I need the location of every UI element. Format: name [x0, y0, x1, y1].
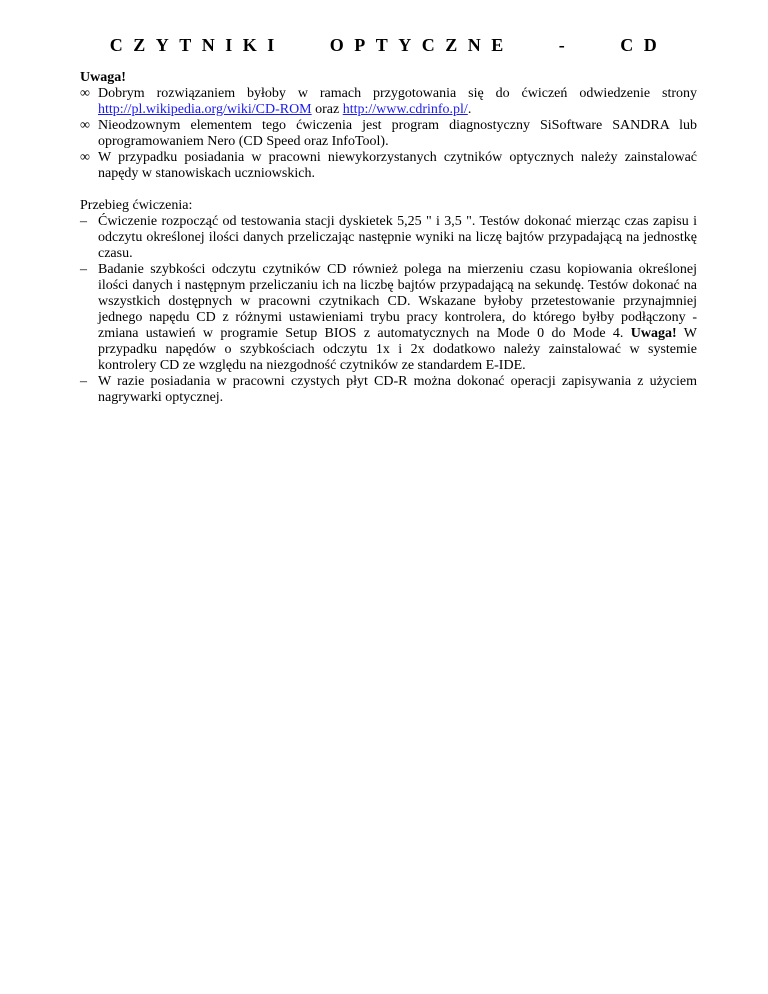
list-item-text: Ćwiczenie rozpocząć od testowania stacji dyskietek 5,25 " i 3,5 ". Testów dokonać mierząc czas zapisu i odczytu określonej ilości danych przeliczając następnie wyniki na liczę bajtów przypadającą na jednostkę czasu. — [98, 214, 697, 261]
dash-bullet-icon: – — [80, 262, 87, 277]
warning-label: Uwaga! — [630, 326, 677, 341]
list-item-text: Badanie szybkości odczytu czytników CD również polega na mierzeniu czasu kopiowania określonej ilości danych i następnym przeliczaniu ich na liczbę bajtów przypadającą na sekundę. Testów dokonać na wszystkich dostępnych w pracowni czytnikach CD. Wskazane byłoby przetestowanie przynajmniej jednego napędu CD z różnymi ustawieniami trybu pracy kontrolera, do którego byłby podłączony - zmiana ustawień w programie Setup BIOS z automatycznych na Mode 0 do Mode 4. — [98, 262, 697, 341]
dash-bullet-icon: – — [80, 214, 87, 229]
note-list — [80, 86, 697, 182]
list-item-text: W przypadku napędów o szybkościach odczytu 1x i 2x dodatkowo należy zainstalować w systemie kontrolery CD ze względu na niezgodność czytników ze standardem E-IDE. — [98, 326, 698, 373]
procedure-heading: Przebieg ćwiczenia: — [80, 198, 193, 213]
list-item-text: oraz — [311, 102, 343, 117]
cdrinfo-link[interactable]: http://www.cdrinfo.pl/ — [342, 102, 468, 117]
infinity-bullet-icon: ∞ — [80, 118, 90, 133]
note-section — [80, 70, 697, 182]
list-item — [80, 374, 697, 406]
infinity-bullet-icon: ∞ — [80, 150, 90, 165]
procedure-list — [80, 214, 697, 406]
document-page — [80, 34, 697, 406]
list-item — [80, 262, 697, 374]
list-item-text: W przypadku posiadania w pracowni niewykorzystanych czytników optycznych należy zainstalować napędy w stanowiskach uczniowskich. — [98, 150, 697, 181]
wikipedia-cdrom-link[interactable]: http://pl.wikipedia.org/wiki/CD-ROM — [98, 102, 312, 117]
infinity-bullet-icon: ∞ — [80, 86, 90, 101]
list-item-text: W razie posiadania w pracowni czystych płyt CD-R można dokonać operacji zapisywania z użyciem nagrywarki optycznej. — [98, 374, 697, 405]
list-item — [80, 86, 697, 118]
procedure-section — [80, 198, 697, 406]
list-item-text: Nieodzownym elementem tego ćwiczenia jest program diagnostyczny SiSoftware SANDRA lub oprogramowaniem Nero (CD Speed oraz InfoTool). — [98, 118, 697, 149]
note-heading: Uwaga! — [80, 70, 126, 85]
list-item — [80, 214, 697, 262]
list-item-text: Dobrym rozwiązaniem byłoby w ramach przygotowania się do ćwiczeń odwiedzenie strony — [98, 86, 697, 101]
list-item — [80, 150, 697, 182]
section-spacer — [80, 182, 697, 198]
list-item-text: . — [467, 102, 472, 117]
list-item — [80, 118, 697, 150]
page-title: CZYTNIKI OPTYCZNE - CD — [109, 35, 668, 55]
dash-bullet-icon: – — [80, 374, 87, 389]
